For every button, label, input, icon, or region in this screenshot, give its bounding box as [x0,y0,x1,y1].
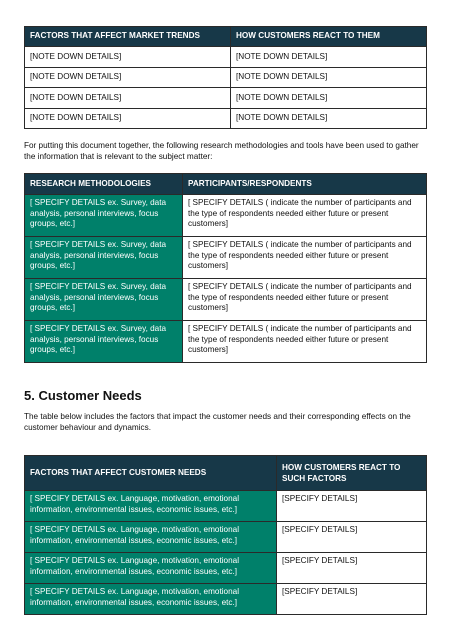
table-header-cell: PARTICIPANTS/RESPONDENTS [183,174,427,195]
table-cell: [ SPECIFY DETAILS ( indicate the number of participants and the type of respondents needed either future or present customers] [183,237,427,279]
table-cell: [ SPECIFY DETAILS ( indicate the number of participants and the type of respondents needed either future or present customers] [183,279,427,321]
table-header-cell: FACTORS THAT AFFECT CUSTOMER NEEDS [25,456,277,491]
table-row [25,88,427,109]
intro-paragraph: For putting this document together, the following research methodologies and tools have been used to gather the information that is relevant to the subject matter: [24,141,419,161]
table-header-cell: RESEARCH METHODOLOGIES [25,174,183,195]
table-cell: [ SPECIFY DETAILS ( indicate the number of participants and the type of respondents needed either future or present customers] [183,321,427,363]
table-cell: [ SPECIFY DETAILS ex. Language, motivation, emotional information, environmental issues, economic issues, etc.] [25,491,277,522]
table-header-cell: FACTORS THAT AFFECT MARKET TRENDS [25,27,231,47]
table-row [25,522,427,553]
table-row [25,47,427,68]
table-header-row [25,174,427,195]
table-cell: [NOTE DOWN DETAILS] [25,108,231,129]
research-methodologies-table [24,173,427,363]
table-row [25,108,427,129]
table-cell: [NOTE DOWN DETAILS] [25,67,231,88]
table-row [25,584,427,615]
table-cell: [ SPECIFY DETAILS ex. Survey, data analysis, personal interviews, focus groups, etc.] [25,321,183,363]
table-header-row [25,27,427,47]
table-cell: [ SPECIFY DETAILS ex. Language, motivation, emotional information, environmental issues, economic issues, etc.] [25,553,277,584]
table-cell: [ SPECIFY DETAILS ex. Survey, data analysis, personal interviews, focus groups, etc.] [25,279,183,321]
table-row [25,279,427,321]
table-cell: [SPECIFY DETAILS] [277,584,427,615]
table-cell: [ SPECIFY DETAILS ex. Survey, data analysis, personal interviews, focus groups, etc.] [25,237,183,279]
table-cell: [ SPECIFY DETAILS ex. Survey, data analysis, personal interviews, focus groups, etc.] [25,195,183,237]
table-cell: [NOTE DOWN DETAILS] [231,88,427,109]
table-cell: [ SPECIFY DETAILS ( indicate the number of participants and the type of respondents needed either future or present customers] [183,195,427,237]
table-cell: [NOTE DOWN DETAILS] [231,108,427,129]
table-header-cell: HOW CUSTOMERS REACT TO THEM [231,27,427,47]
table-row [25,491,427,522]
table-cell: [SPECIFY DETAILS] [277,491,427,522]
table-cell: [SPECIFY DETAILS] [277,522,427,553]
table-header-row [25,456,427,491]
table-row [25,237,427,279]
table-row [25,553,427,584]
table-cell: [NOTE DOWN DETAILS] [25,47,231,68]
customer-needs-table [24,455,427,615]
table-header-cell: HOW CUSTOMERS REACT TO SUCH FACTORS [277,456,427,491]
table-cell: [NOTE DOWN DETAILS] [231,47,427,68]
table-cell: [SPECIFY DETAILS] [277,553,427,584]
section-paragraph: The table below includes the factors that impact the customer needs and their corresponding effects on the customer behaviour and dynamics. [24,412,411,432]
table-row [25,321,427,363]
table-row [25,67,427,88]
table-cell: [NOTE DOWN DETAILS] [231,67,427,88]
section-heading: 5. Customer Needs [24,388,142,403]
market-trends-table [24,26,427,129]
table-cell: [ SPECIFY DETAILS ex. Language, motivation, emotional information, environmental issues, economic issues, etc.] [25,584,277,615]
table-row [25,195,427,237]
table-cell: [ SPECIFY DETAILS ex. Language, motivation, emotional information, environmental issues, economic issues, etc.] [25,522,277,553]
table-cell: [NOTE DOWN DETAILS] [25,88,231,109]
